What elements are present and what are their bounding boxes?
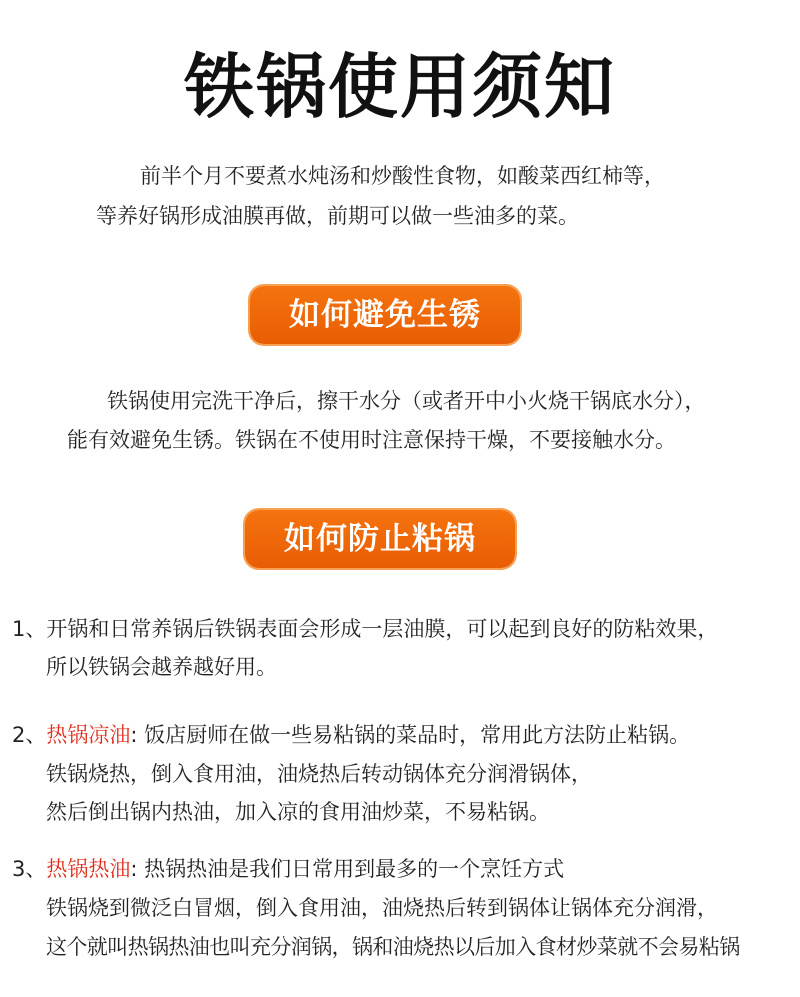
stick-item-3-line-1 xyxy=(12,850,564,888)
stick-item-1-line-1 xyxy=(12,610,718,648)
stick-item-2-line-3: 然后倒出锅内热油，加入凉的食用油炒菜，不易粘锅。 xyxy=(46,800,550,824)
intro-line-1: 前半个月不要煮水炖汤和炒酸性食物，如酸菜西红柿等， xyxy=(140,164,665,188)
stick-item-3-line-3: 这个就叫热锅热油也叫充分润锅，锅和油烧热以后加入食材炒菜就不会易粘锅 xyxy=(46,935,740,959)
stick-item-2-line-1 xyxy=(12,716,690,754)
stick-item-2-line-2: 铁锅烧热，倒入食用油，油烧热后转动锅体充分润滑锅体， xyxy=(46,762,592,786)
item-number: 2、 xyxy=(12,723,47,747)
item-number: 1、 xyxy=(12,617,47,641)
item-text: 开锅和日常养锅后铁锅表面会形成一层油膜，可以起到良好的防粘效果， xyxy=(46,617,719,641)
item-number: 3、 xyxy=(12,857,47,881)
rust-line-1: 铁锅使用完洗干净后，擦干水分（或者开中小火烧干锅底水分）， xyxy=(107,389,706,413)
rust-line-2: 能有效避免生锈。铁锅在不使用时注意保持干燥，不要接触水分。 xyxy=(67,428,676,452)
stick-item-3-line-2: 铁锅烧到微泛白冒烟，倒入食用油，油烧热后转到锅体让锅体充分润滑， xyxy=(46,896,718,920)
item-keyword: 热锅凉油 xyxy=(46,723,131,747)
intro-line-2: 等养好锅形成油膜再做，前期可以做一些油多的菜。 xyxy=(96,204,579,228)
item-keyword: 热锅热油 xyxy=(46,857,131,881)
rust-section-heading: 如何避免生锈 xyxy=(250,286,520,344)
stick-section-heading: 如何防止粘锅 xyxy=(245,510,515,568)
stick-item-1-line-2: 所以铁锅会越养越好用。 xyxy=(46,655,277,679)
item-text: : 热锅热油是我们日常用到最多的一个烹饪方式 xyxy=(130,857,565,881)
page-title: 铁锅使用须知 xyxy=(184,46,616,128)
item-text: : 饭店厨师在做一些易粘锅的菜品时，常用此方法防止粘锅。 xyxy=(130,723,691,747)
